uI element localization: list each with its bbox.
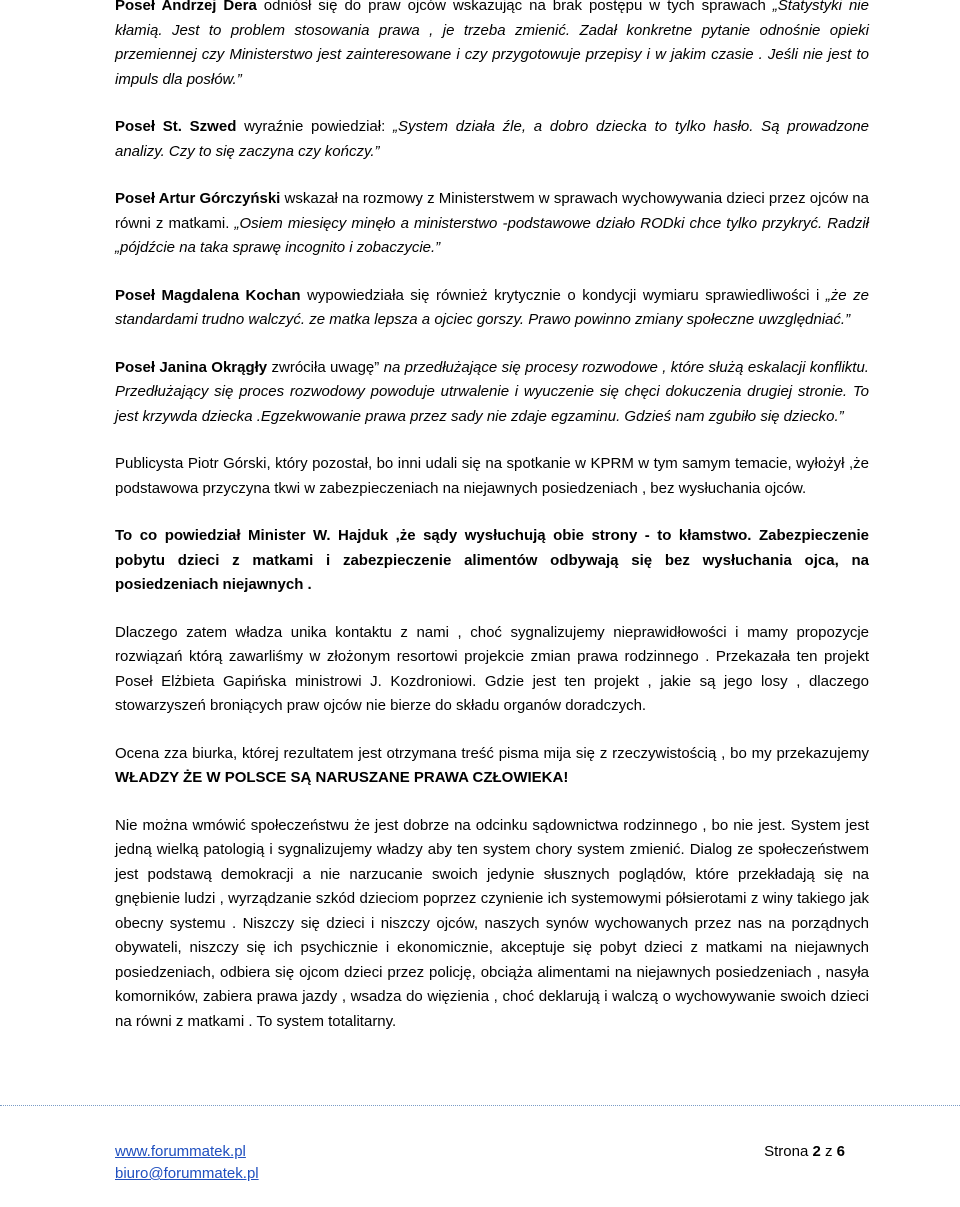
- italic-quote: „Osiem miesięcy minęło a ministerstwo -podstawowe działo RODki chce tylko przykryć. Radził „pójdźcie na taka sprawę incognito i zobaczycie.”: [115, 214, 869, 256]
- page-current: 2: [812, 1143, 821, 1160]
- paragraph: [115, 187, 869, 261]
- bold-text: Poseł Andrzej Dera: [115, 0, 257, 14]
- bold-text: Poseł Janina Okrągły: [115, 358, 268, 376]
- text-run: Ocena zza biurka, której rezultatem jest otrzymana treść pisma mija się z rzeczywistością , bo my przekazujemy: [115, 744, 869, 762]
- text-run: Nie można wmówić społeczeństwu że jest dobrze na odcinku sądownictwa rodzinnego , bo nie jest. System jest jedną wielką patologią i sygnalizujemy władzy aby ten system chory system zmienić. Dialog ze społeczeństwem jest podstawą demokracji a nie narzucanie swoich jedynie słusznych poglądów, które przekładają się na gnębienie ludzi , wyrządzanie szkód dzieciom poprzez czynienie ich systemowymi półsierotami z winy takiego jak obecny systemu . Niszczy się dzieci i niszczy ojców, naszych synów wychowanych przez nas na porządnych obywateli, niszczy się ich psychicznie i ekonomicznie, akceptuje się pobyt dzieci z matkami na niejawnych posiedzeniach, odbiera się ojcom dzieci przez policję, obciąża alimentami na niejawnych posiedzeniach , nasyła komorników, zabiera prawa jazdy , wsadza do więzienia , choć deklarują i walczą o wychowywanie swoich dzieci na równi z matkami . To system totalitarny.: [115, 816, 869, 1030]
- bold-text: WŁADZY ŻE W POLSCE SĄ NARUSZANE PRAWA CZŁOWIEKA!: [115, 769, 569, 786]
- paragraph: [115, 0, 869, 92]
- italic-quote: na przedłużające się procesy rozwodowe , które służą eskalacji konfliktu. Przedłużający się proces rozwodowy powoduje utrwalenie i wyuczenie się chęci dokuczenia drugiej stronie. To jest krzywda dziecka .Egzekwowanie prawa przez sady nie zdaje egzaminu. Gdzieś nam zgubiło się dziecko.”: [115, 358, 869, 425]
- text-run: odniósł się do praw ojców wskazując na brak postępu w tych sprawach: [256, 0, 773, 14]
- text-run: wskazał na rozmowy z Ministerstwem w sprawach wychowywania dzieci przez ojców na równi z matkami.: [115, 190, 869, 232]
- page-number: [764, 1141, 845, 1163]
- text-run: Dlaczego zatem władza unika kontaktu z nami , choć sygnalizujemy nieprawidłowości i mamy propozycje rozwiązań którą zawarliśmy w złożonym resortowi projekcie zmian prawa rodzinnego . Przekazała ten projekt Poseł Elżbieta Gapińska ministrowi J. Kozdroniowi. Gdzie jest ten projekt , jakie są jego losy , dlaczego stowarzyszeń broniących praw ojców nie bierze do składu organów doradczych.: [115, 623, 869, 714]
- paragraph: [115, 524, 869, 598]
- bold-text: Poseł Magdalena Kochan: [115, 286, 301, 304]
- paragraph: [115, 621, 869, 719]
- italic-quote: „System działa źle, a dobro dziecka to tylko hasło. Są prowadzone analizy. Czy to się zaczyna czy kończy.”: [115, 118, 870, 160]
- page-label: Strona: [764, 1143, 813, 1160]
- text-run: zwróciła uwagę”: [267, 358, 384, 376]
- page-total: 6: [836, 1143, 845, 1160]
- text-run: Publicysta Piotr Górski, który pozostał, bo inni udali się na spotkanie w KPRM w tym samym temacie, wyłożył ,że podstawowa przyczyna tkwi w zabezpieczeniach na niejawnych posiedzeniach , bez wysłuchania ojców.: [115, 455, 869, 497]
- paragraph: [115, 742, 869, 791]
- paragraph: [115, 284, 869, 333]
- text-run: wyraźnie powiedział:: [236, 118, 393, 135]
- text-run: wypowiedziała się również krytycznie o kondycji wymiaru sprawiedliwości i: [300, 286, 826, 304]
- document-body: [115, 0, 869, 1057]
- bold-text: Poseł St. Szwed: [115, 118, 237, 135]
- paragraph: [115, 356, 869, 430]
- paragraph: [115, 814, 869, 1035]
- bold-text: Poseł Artur Górczyński: [115, 190, 281, 207]
- paragraph: [115, 115, 869, 164]
- italic-quote: „że ze standardami trudno walczyć. ze matka lepsza a ojciec gorszy. Prawo powinno zmiany społeczne uwzględniać.”: [115, 286, 869, 328]
- bold-text: To co powiedział Minister W. Hajduk ,że sądy wysłuchują obie strony - to kłamstwo. Zabezpieczenie pobytu dzieci z matkami i zabezpieczenie alimentów odbywają się bez wysłuchania ojca, na posiedzeniach niejawnych .: [115, 527, 869, 593]
- page-footer: [115, 1141, 869, 1185]
- footer-links: [115, 1141, 869, 1185]
- footer-divider: [0, 1105, 960, 1106]
- email-link[interactable]: biuro@forummatek.pl: [115, 1165, 259, 1182]
- website-link[interactable]: www.forummatek.pl: [115, 1143, 246, 1160]
- page-separator: z: [820, 1143, 837, 1160]
- paragraph: [115, 452, 869, 501]
- italic-quote: „Statystyki nie kłamią. Jest to problem stosowania prawa , je trzeba zmienić. Zadał konkretne pytanie odnośnie opieki przemiennej czy Ministerstwo jest zainteresowane i czy przygotowuje przepisy i w jakim czasie . Jeśli nie jest to impuls dla posłów.”: [115, 0, 869, 88]
